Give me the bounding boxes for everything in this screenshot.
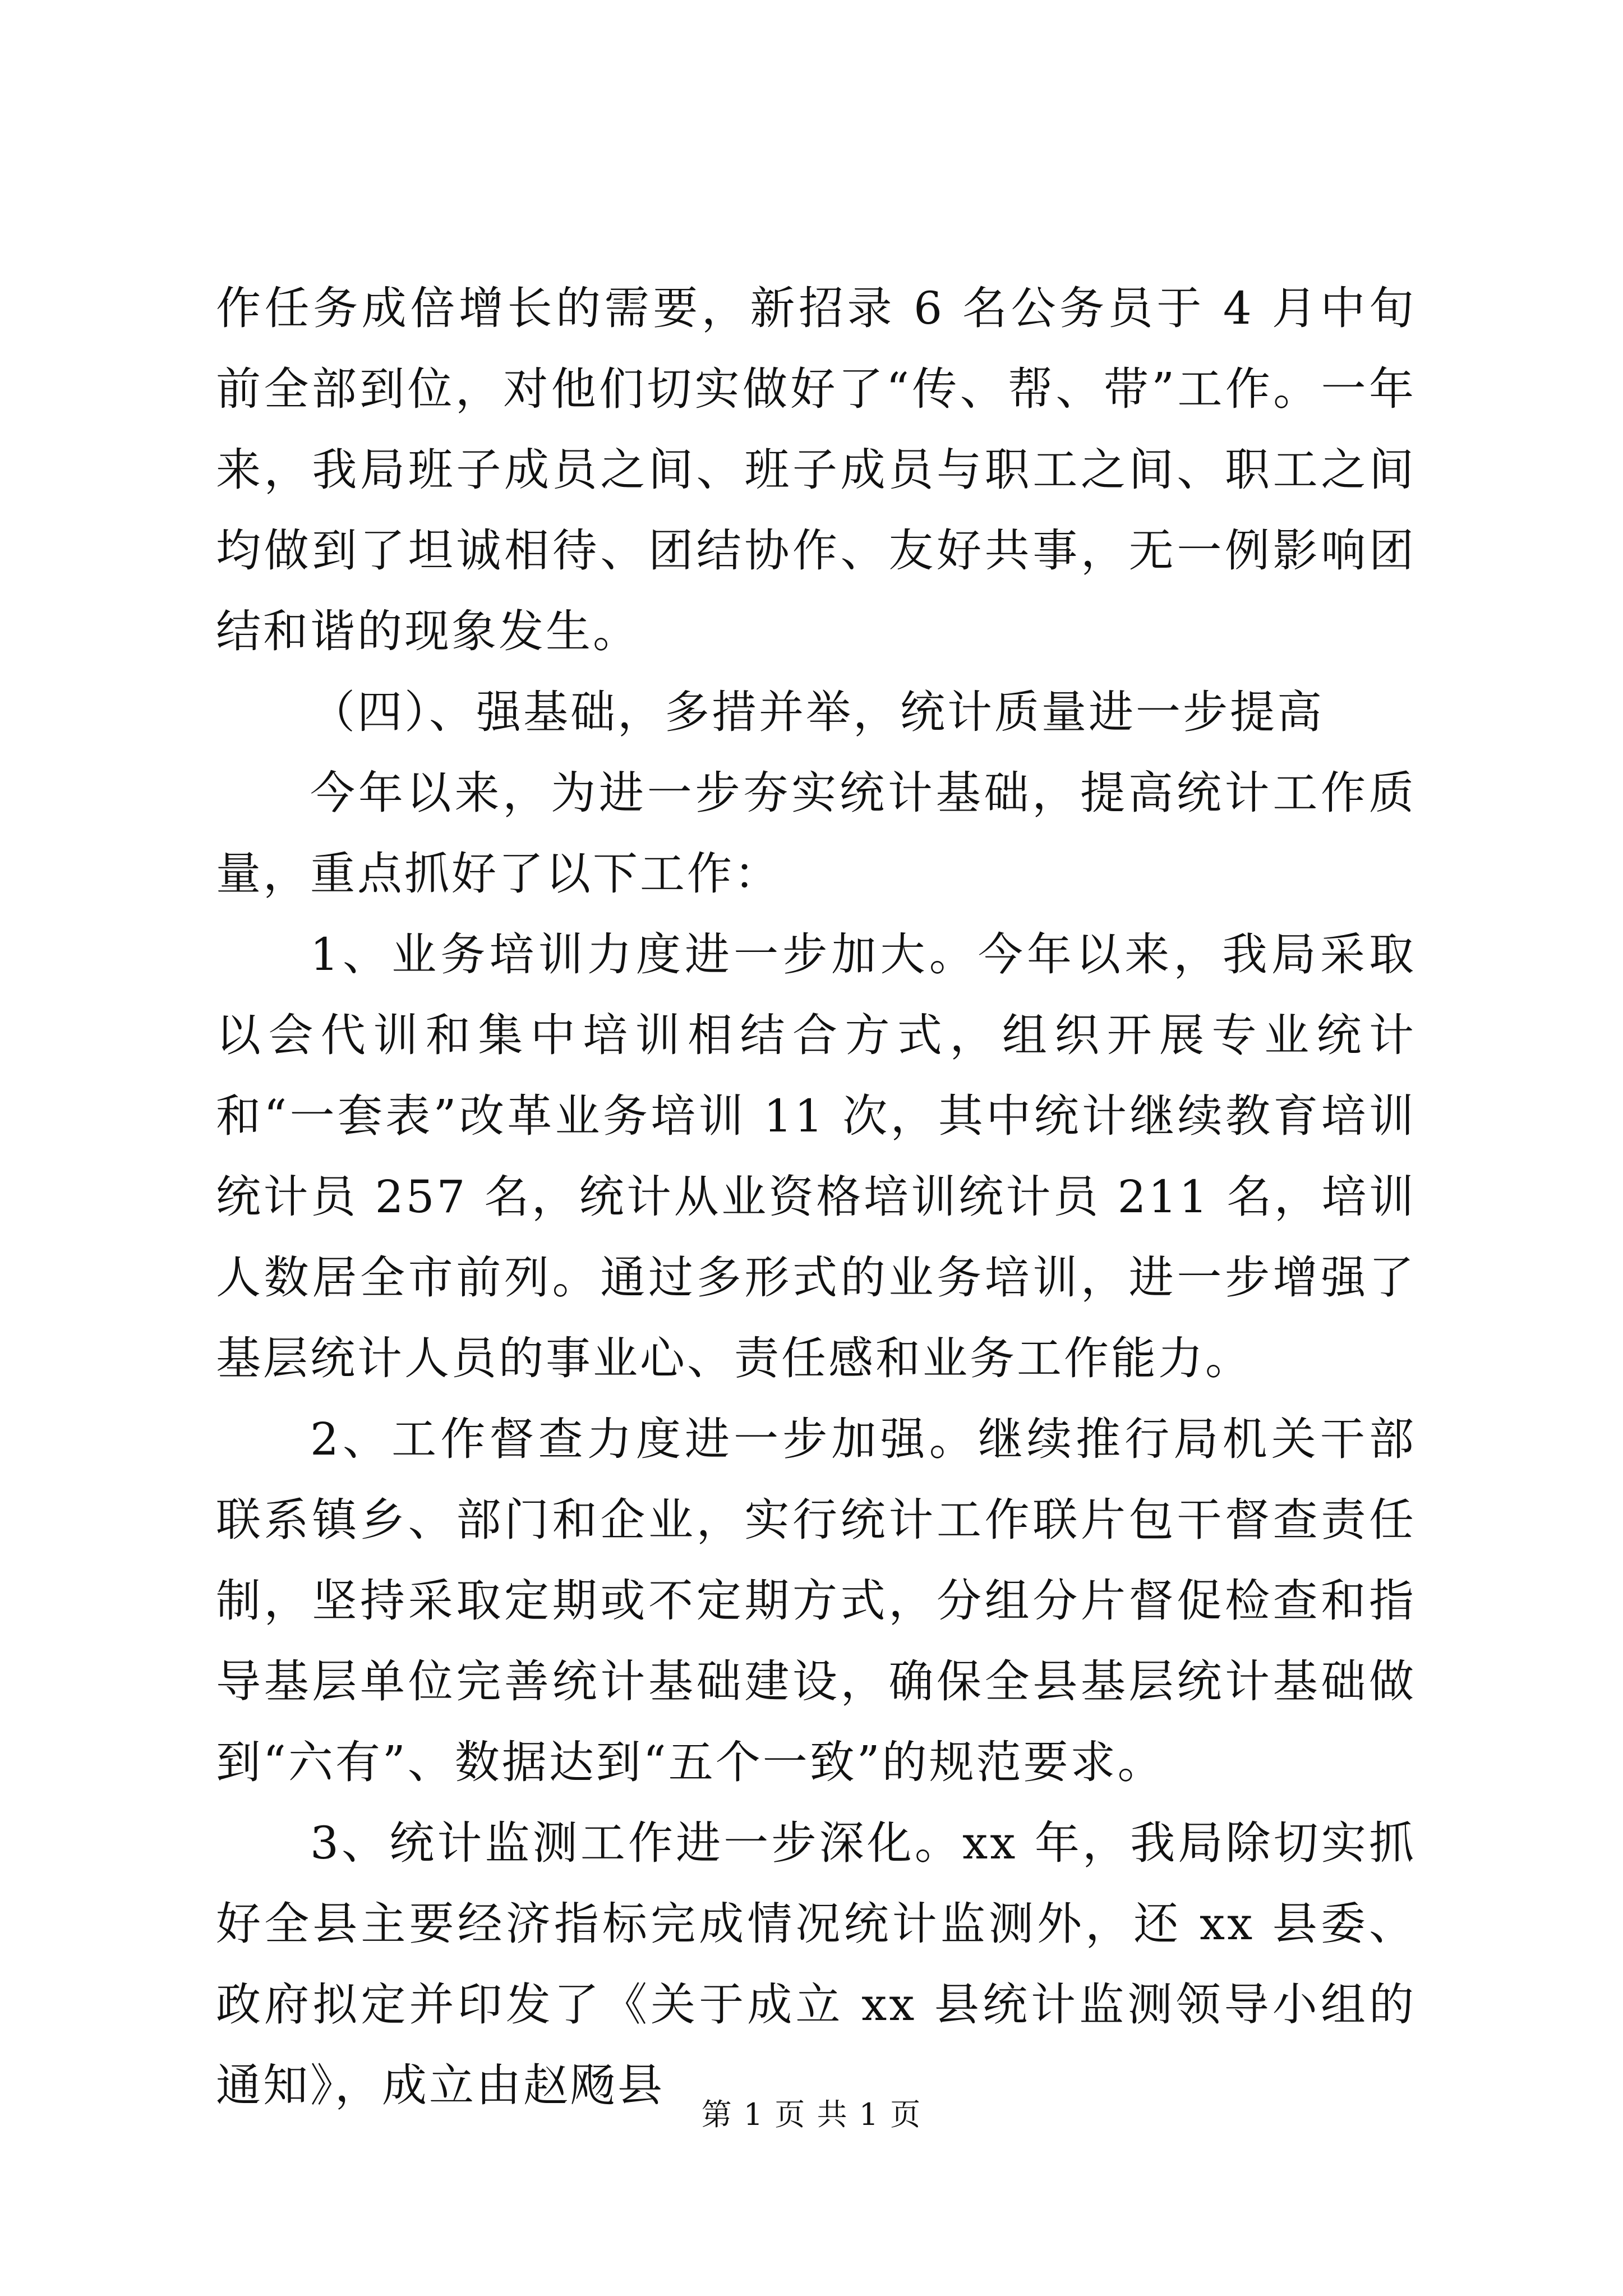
- paragraph-continuation: 作任务成倍增长的需要，新招录 6 名公务员于 4 月中旬前全部到位，对他们切实做好了“传、帮、带”工作。一年来，我局班子成员之间、班子成员与职工之间、职工之间均做到了坦诚相待、团结协作、友好共事，无一例影响团结和谐的现象发生。: [216, 282, 1416, 657]
- page-footer: 第 1 页 共 1 页: [701, 2097, 922, 2132]
- paragraph-item-3: 3、统计监测工作进一步深化。xx 年，我局除切实抓好全县主要经济指标完成情况统计监测外，还 xx 县委、政府拟定并印发了《关于成立 xx 县统计监测领导小组的通知》，成立由赵飏县: [216, 1817, 1416, 2111]
- paragraph-item-2: 2、工作督查力度进一步加强。继续推行局机关干部联系镇乡、部门和企业，实行统计工作联片包干督查责任制，坚持采取定期或不定期方式，分组分片督促检查和指导基层单位完善统计基础建设，确保全县基层统计基础做到“六有”、数据达到“五个一致”的规范要求。: [216, 1413, 1416, 1788]
- section-heading-4: （四）、强基础，多措并举，统计质量进一步提高: [310, 686, 1324, 738]
- paragraph-item-1: 1、业务培训力度进一步加大。今年以来，我局采取以会代训和集中培训相结合方式，组织开展专业统计和“一套表”改革业务培训 11 次，其中统计继续教育培训统计员 257 名，统计从业资格培训统计员 211 名，培训人数居全市前列。通过多形式的业务培训，进一步增强了基层统计人员的事业心、责任感和业务工作能力。: [216, 928, 1416, 1384]
- paragraph-intro: 今年以来，为进一步夯实统计基础，提高统计工作质量，重点抓好了以下工作：: [216, 767, 1416, 900]
- document-body: [216, 268, 1416, 2126]
